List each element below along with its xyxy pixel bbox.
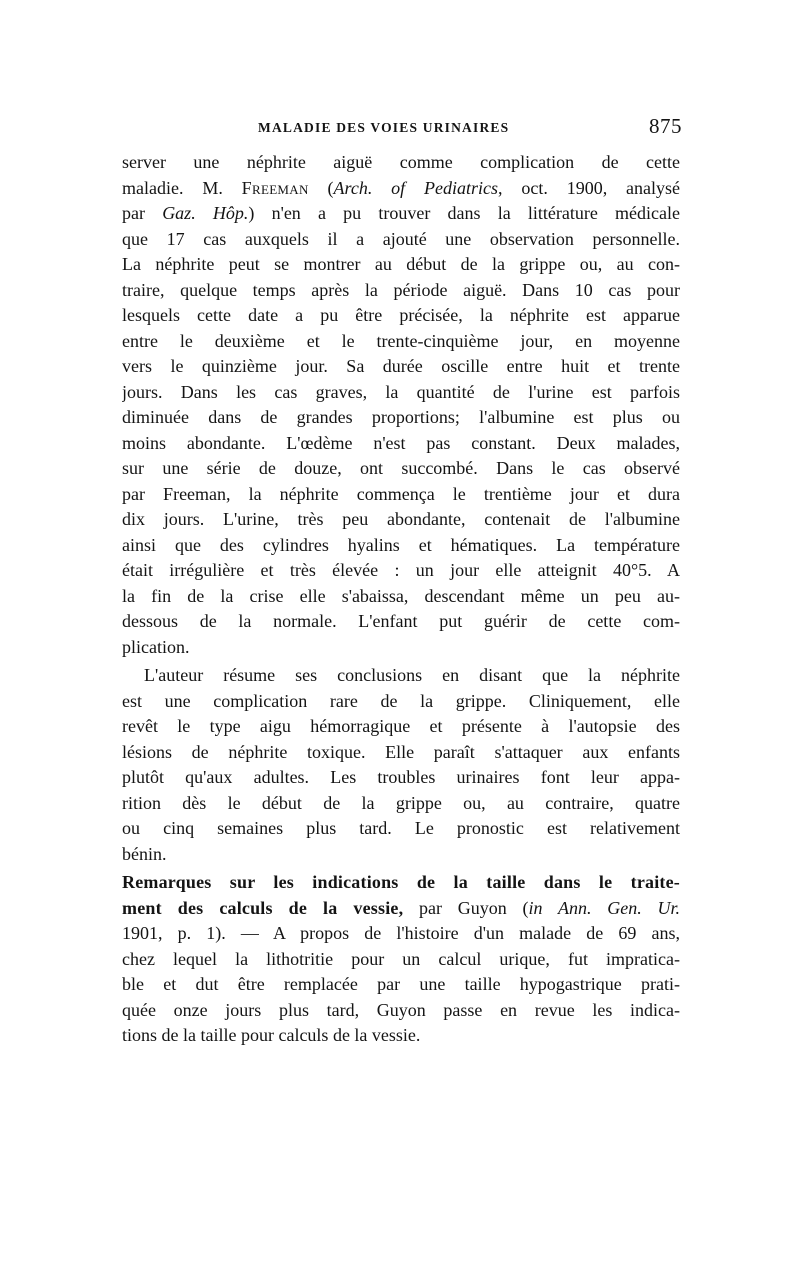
running-header bbox=[258, 114, 682, 142]
text-line: rition dès le début de la grippe ou, au contraire, quatre bbox=[122, 792, 680, 813]
text-line: 1901, p. 1). — A propos de l'histoire d'un malade de 69 ans, bbox=[122, 923, 680, 943]
text-line: moins abondante. L'œdème n'est pas constant. Deux malades, bbox=[122, 432, 680, 453]
text-line: ble et dut être remplacée par une taille hypogastrique prati- bbox=[122, 974, 680, 994]
text-line bbox=[122, 176, 680, 202]
text-line: La néphrite peut se montrer au début de la grippe ou, au con- bbox=[122, 254, 680, 274]
text-fragment: ) n'en a pu trouver dans la littérature médicale bbox=[248, 203, 680, 223]
text-line: sur une série de douze, ont succombé. Dans le cas observé bbox=[122, 458, 680, 478]
text-line: bénin. bbox=[122, 843, 167, 864]
page-number: 875 bbox=[649, 114, 682, 138]
text-line: était irrégulière et très élevée : un jour elle atteignit 40°5. A bbox=[122, 560, 680, 580]
text-line: lesquels cette date a pu être précisée, la néphrite est apparue bbox=[122, 305, 680, 325]
text-line: la fin de la crise elle s'abaissa, descendant même un peu au- bbox=[122, 585, 680, 606]
text-fragment: ( bbox=[308, 177, 334, 198]
text-line: server une néphrite aiguë comme complication de cette bbox=[122, 152, 680, 172]
text-line: jours. Dans les cas graves, la quantité de l'urine est parfois bbox=[122, 381, 680, 402]
text-line: que 17 cas auxquels il a ajouté une observation personnelle. bbox=[122, 228, 680, 249]
text-line bbox=[122, 896, 680, 922]
section-heading-line: Remarques sur les indications de la taille dans le traite- bbox=[122, 872, 680, 892]
running-title: MALADIE DES VOIES URINAIRES bbox=[258, 120, 510, 135]
text-line: tions de la taille pour calculs de la vessie. bbox=[122, 1025, 421, 1045]
text-line: dix jours. L'urine, très peu abondante, contenait de l'albumine bbox=[122, 509, 680, 529]
text-line: chez lequel la lithotritie pour un calcul urique, fut impratica- bbox=[122, 948, 680, 969]
text-line: lésions de néphrite toxique. Elle paraît s'attaquer aux enfants bbox=[122, 741, 680, 762]
text-line: plutôt qu'aux adultes. Les troubles urinaires font leur appa- bbox=[122, 767, 680, 787]
text-line: ainsi que des cylindres hyalins et hématiques. La température bbox=[122, 534, 680, 555]
journal-title: Arch. of Pediatrics bbox=[333, 177, 499, 198]
journal-title: in Ann. Gen. Ur. bbox=[528, 897, 680, 918]
journal-title: Gaz. Hôp. bbox=[162, 203, 249, 223]
text-fragment: , oct. 1900, analysé bbox=[498, 177, 680, 198]
paragraph-author-conclusions bbox=[122, 663, 680, 867]
text-fragment: par bbox=[122, 203, 163, 223]
text-line: vers le quinzième jour. Sa durée oscille entre huit et trente bbox=[122, 356, 680, 376]
text-line: par Freeman, la néphrite commença le trentième jour et dura bbox=[122, 483, 680, 504]
text-line: diminuée dans de grandes proportions; l'albumine est plus ou bbox=[122, 407, 680, 427]
text-fragment: maladie. M. bbox=[122, 177, 242, 198]
body-text bbox=[122, 150, 680, 1049]
text-line: dessous de la normale. L'enfant put guérir de cette com- bbox=[122, 611, 680, 631]
paragraph-nephrite-case bbox=[122, 150, 680, 660]
text-line: traire, quelque temps après la période aiguë. Dans 10 cas pour bbox=[122, 279, 680, 300]
text-fragment: par Guyon ( bbox=[403, 897, 529, 918]
text-line: entre le deuxième et le trente-cinquième jour, en moyenne bbox=[122, 330, 680, 351]
paragraph-guyon-remarks bbox=[122, 870, 680, 1049]
text-line: revêt le type aigu hémorragique et présente à l'autopsie des bbox=[122, 716, 680, 736]
author-name: Freeman bbox=[241, 177, 309, 198]
text-line: plication. bbox=[122, 636, 190, 657]
text-line bbox=[122, 201, 680, 227]
section-heading-fragment: ment des calculs de la vessie, bbox=[122, 897, 404, 918]
text-line: quée onze jours plus tard, Guyon passe en revue les indica- bbox=[122, 999, 680, 1020]
text-line: L'auteur résume ses conclusions en disant que la néphrite bbox=[144, 665, 680, 685]
text-line: est une complication rare de la grippe. Cliniquement, elle bbox=[122, 690, 680, 711]
text-line: ou cinq semaines plus tard. Le pronostic est relativement bbox=[122, 818, 680, 838]
